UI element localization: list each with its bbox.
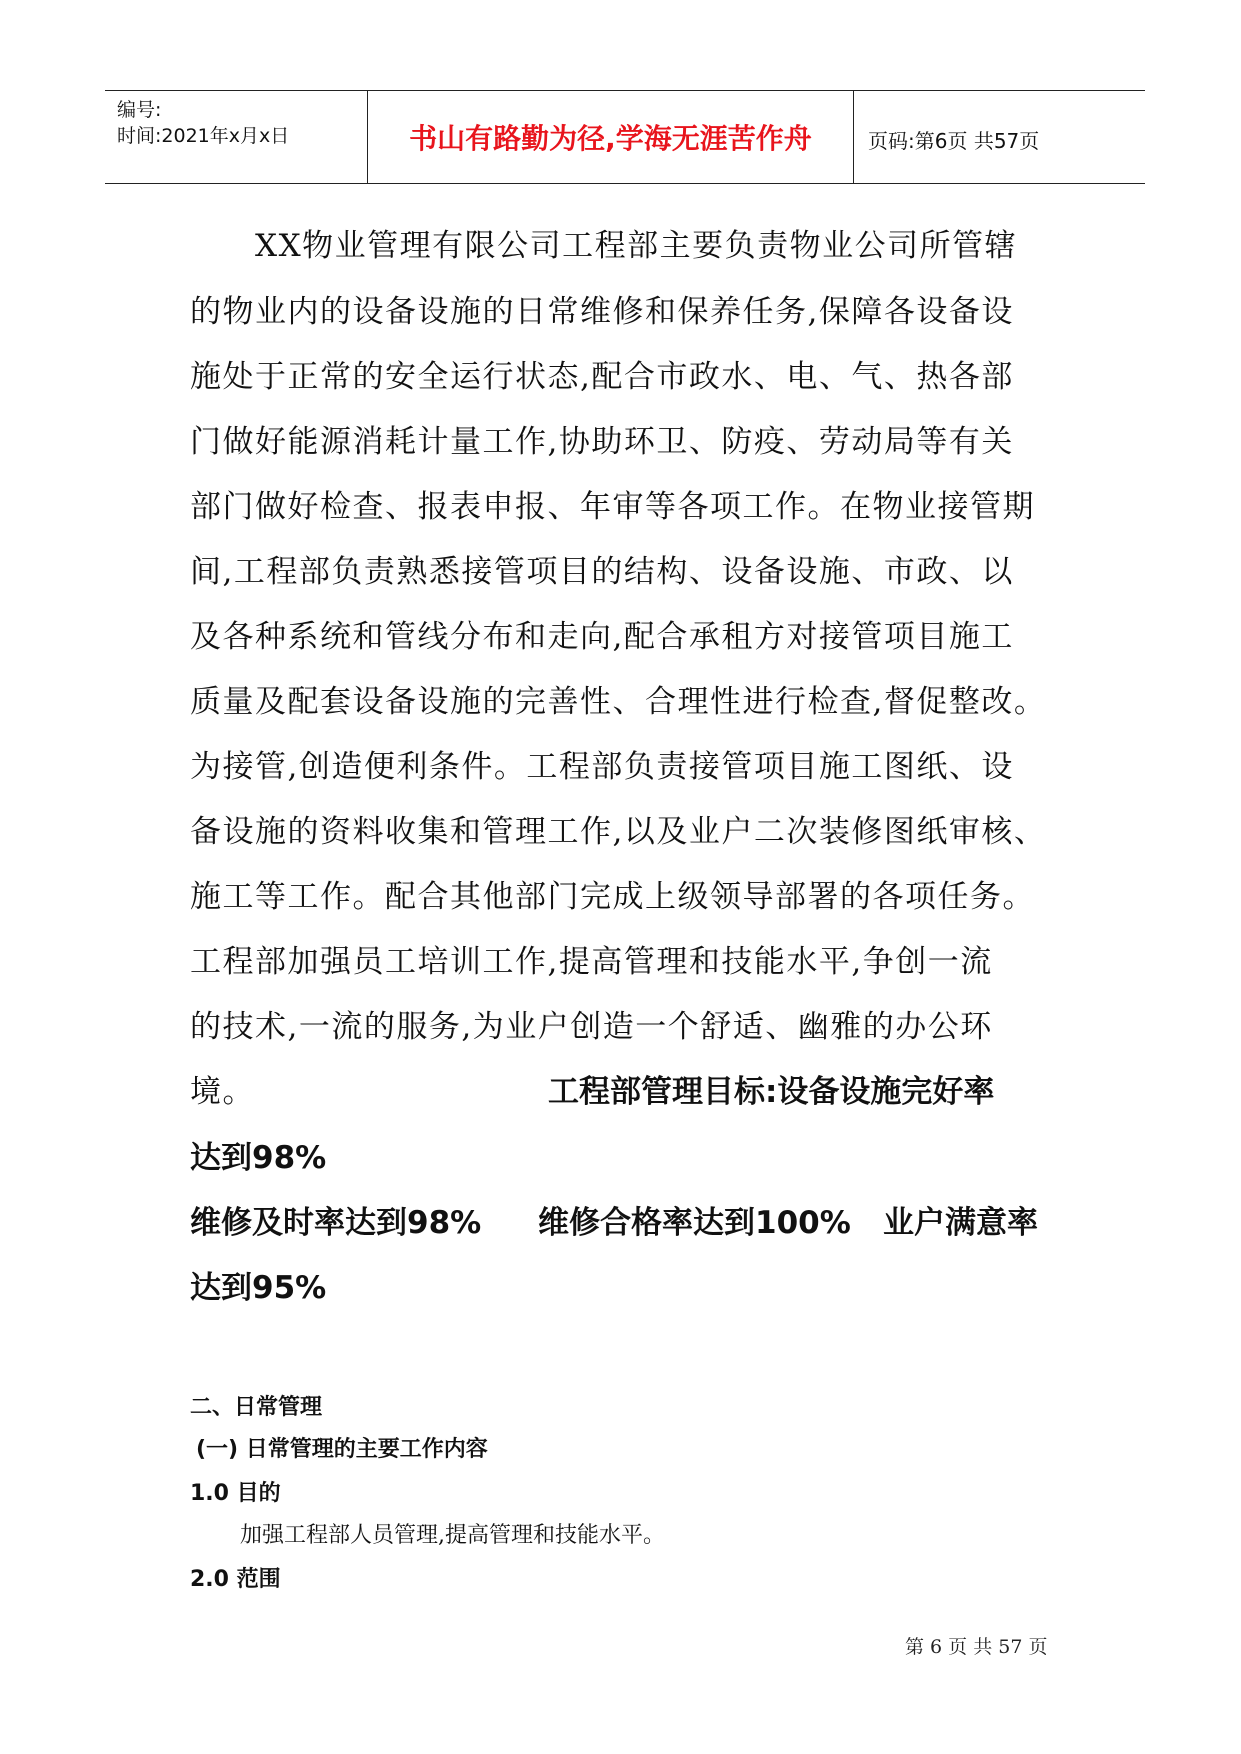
paragraph-line: 间,工程部负责熟悉接管项目的结构、设备设施、市政、以 — [190, 554, 1014, 590]
paragraph-line: 的技术,一流的服务,为业户创造一个舒适、幽雅的办公环 — [190, 1009, 993, 1045]
header-motto-cell — [368, 91, 854, 183]
paragraph-line: 部门做好检查、报表申报、年审等各项工作。在物业接管期 — [190, 489, 1035, 525]
paragraph-line: 备设施的资料收集和管理工作,以及业户二次装修图纸审核、 — [190, 814, 1047, 850]
item-title: 2.0 范围 — [190, 1567, 281, 1592]
item-text: 加强工程部人员管理,提高管理和技能水平。 — [240, 1523, 665, 1548]
paragraph-line: 施处于正常的安全运行状态,配合市政水、电、气、热各部 — [190, 359, 1014, 395]
document-time-label: 时间:2021年x月x日 — [117, 125, 290, 147]
paragraph-line: 及各种系统和管线分布和走向,配合承租方对接管项目施工 — [190, 619, 1014, 655]
header-page-code: 页码:第6页 共57页 — [868, 129, 1040, 153]
paragraph-line: 为接管,创造便利条件。工程部负责接管项目施工图纸、设 — [190, 749, 1014, 785]
section-title: 二、日常管理 — [190, 1395, 323, 1420]
paragraph-line: XX物业管理有限公司工程部主要负责物业公司所管辖 — [255, 228, 1018, 264]
subsection-title: (一) 日常管理的主要工作内容 — [196, 1437, 488, 1462]
goal-line: 达到95% — [190, 1270, 327, 1306]
paragraph-line: 门做好能源消耗计量工作,协助环卫、防疫、劳动局等有关 — [190, 424, 1014, 460]
item-title: 1.0 目的 — [190, 1481, 281, 1506]
goal-repair-quality: 维修合格率达到100% — [538, 1205, 851, 1241]
paragraph-line: 工程部加强员工培训工作,提高管理和技能水平,争创一流 — [190, 944, 993, 980]
header-page-cell — [854, 91, 1145, 183]
paragraph-line: 境。 — [190, 1074, 255, 1110]
paragraph-line: 的物业内的设备设施的日常维修和保养任务,保障各设备设 — [190, 294, 1014, 330]
management-goal-heading: 工程部管理目标:设备设施完好率 — [548, 1074, 995, 1110]
document-number-label: 编号: — [117, 99, 162, 121]
paragraph-line: 施工等工作。配合其他部门完成上级领导部署的各项任务。 — [190, 879, 1035, 915]
header-info-cell — [105, 91, 368, 183]
page-header — [105, 90, 1145, 184]
paragraph-line: 质量及配套设备设施的完善性、合理性进行检查,督促整改。 — [190, 684, 1047, 720]
header-motto: 书山有路勤为径,学海无涯苦作舟 — [409, 122, 812, 155]
page-footer-number: 第 6 页 共 57 页 — [905, 1636, 1048, 1658]
goal-line: 达到98% — [190, 1140, 327, 1176]
goal-satisfaction: 业户满意率 — [883, 1205, 1038, 1241]
goal-repair-timeliness: 维修及时率达到98% — [190, 1205, 482, 1241]
